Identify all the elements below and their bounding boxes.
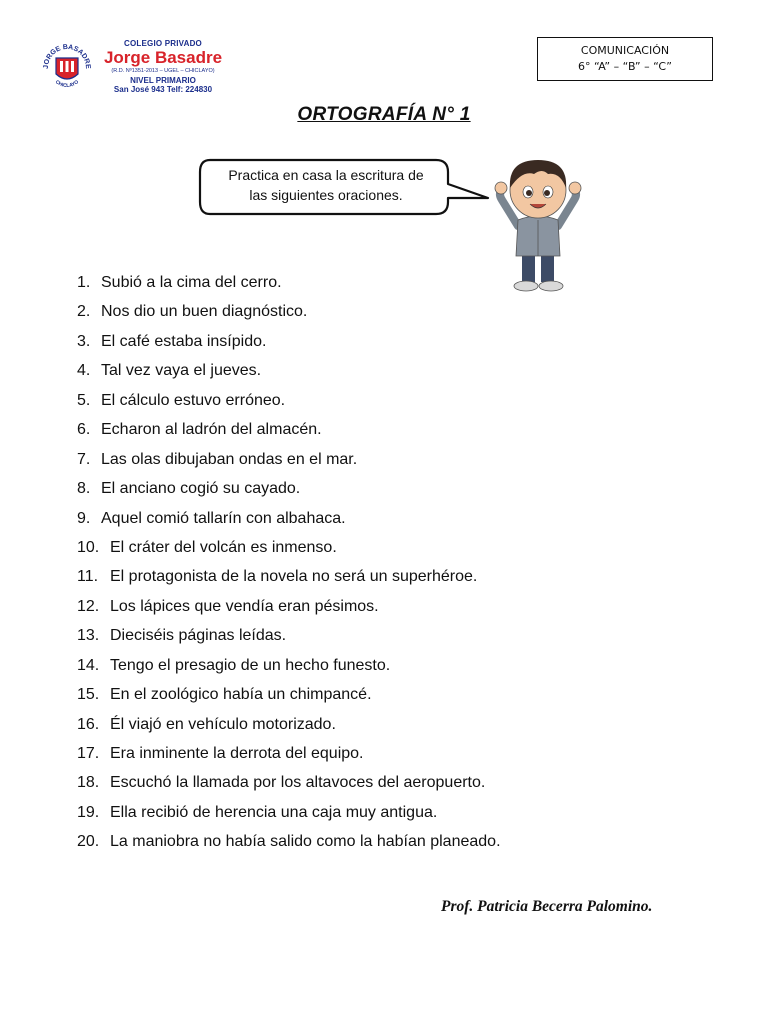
item-text: En el zoológico había un chimpancé. — [110, 686, 372, 704]
bubble-line-2: las siguientes oraciones. — [249, 187, 403, 203]
list-item — [0, 297, 768, 326]
item-number: 3. — [77, 332, 91, 350]
logo-address: San José 943 Telf: 224830 — [113, 85, 213, 95]
school-crest-icon — [40, 38, 94, 100]
item-number: 12. — [77, 597, 100, 615]
logo-level: NIVEL PRIMARIO — [130, 76, 196, 85]
list-item — [0, 327, 768, 356]
item-text: El protagonista de la novela no será un superhéroe. — [110, 568, 478, 586]
item-text: Los lápices que vendía eran pésimos. — [110, 597, 379, 615]
list-item — [0, 562, 768, 591]
list-item — [0, 533, 768, 562]
item-text: Ella recibió de herencia una caja muy antigua. — [110, 803, 438, 821]
crest-city-text: CHICLAYO — [54, 79, 80, 90]
item-number: 11. — [77, 568, 99, 586]
list-item — [0, 710, 768, 739]
list-item — [0, 651, 768, 680]
list-item — [0, 621, 768, 650]
list-item — [0, 504, 768, 533]
item-number: 20. — [77, 833, 100, 851]
subject-box — [537, 37, 713, 81]
subject-grades: 6° “A” – “B” – “C” — [577, 60, 673, 73]
item-text: Era inminente la derrota del equipo. — [110, 745, 364, 762]
logo-school-type: COLEGIO PRIVADO — [124, 39, 202, 48]
bubble-line-1: Practica en casa la escritura de — [228, 167, 424, 183]
item-number: 4. — [77, 362, 91, 380]
list-item — [0, 445, 768, 474]
item-text: Aquel comió tallarín con albahaca. — [101, 509, 346, 527]
item-number: 8. — [77, 480, 91, 498]
item-number: 14. — [77, 656, 100, 674]
list-item — [0, 386, 768, 415]
logo-text-block — [96, 40, 230, 95]
item-text: Subió a la cima del cerro. — [101, 274, 282, 291]
item-number: 13. — [77, 627, 100, 645]
logo-school-name: Jorge Basadre — [103, 48, 223, 68]
list-item — [0, 356, 768, 385]
item-text: La maniobra no había salido como la habían planeado. — [110, 833, 501, 851]
item-text: Echaron al ladrón del almacén. — [101, 421, 322, 439]
item-text: El cálculo estuvo erróneo. — [101, 391, 286, 409]
subject-name: COMUNICACIÓN — [580, 44, 670, 57]
item-number: 1. — [77, 274, 91, 291]
item-text: Nos dio un buen diagnóstico. — [101, 303, 308, 321]
item-number: 2. — [77, 303, 91, 321]
item-number: 18. — [77, 774, 100, 792]
list-item — [0, 739, 768, 768]
item-number: 6. — [77, 421, 91, 439]
item-text: Escuchó la llamada por los altavoces del aeropuerto. — [110, 774, 486, 792]
school-logo — [40, 38, 230, 102]
teacher-signature: Prof. Patricia Becerra Palomino. — [441, 898, 653, 915]
item-text: El anciano cogió su cayado. — [101, 480, 301, 498]
item-text: Tengo el presagio de un hecho funesto. — [110, 656, 391, 674]
item-text: El cráter del volcán es inmenso. — [110, 538, 337, 556]
item-number: 5. — [77, 391, 91, 409]
list-item — [0, 827, 768, 856]
item-number: 9. — [77, 509, 91, 527]
logo-resolution: (R.D. Nº1351-2013 – UGEL – CHICLAYO) — [111, 68, 215, 75]
item-text: Las olas dibujaban ondas en el mar. — [101, 450, 358, 468]
item-text: El café estaba insípido. — [101, 332, 267, 350]
item-number: 15. — [77, 686, 100, 704]
list-item — [0, 268, 768, 297]
item-number: 16. — [77, 715, 100, 733]
svg-text:CHICLAYO — [54, 79, 80, 89]
bubble-text — [208, 165, 444, 205]
item-text: Tal vez vaya el jueves. — [101, 362, 262, 380]
crest-arc-text: JORGE BASADRE — [42, 43, 92, 70]
list-item — [0, 680, 768, 709]
item-number: 10. — [77, 538, 100, 556]
list-item — [0, 592, 768, 621]
list-item — [0, 798, 768, 827]
speech-bubble — [198, 158, 498, 218]
list-item — [0, 768, 768, 797]
list-item — [0, 415, 768, 444]
item-number: 7. — [77, 450, 91, 468]
item-text: Él viajó en vehículo motorizado. — [110, 715, 336, 733]
list-item — [0, 474, 768, 503]
page-title: ORTOGRAFÍA N° 1 — [297, 104, 471, 125]
item-text: Dieciséis páginas leídas. — [110, 627, 287, 645]
item-number: 19. — [77, 803, 100, 821]
sentence-list — [0, 268, 768, 857]
item-number: 17. — [77, 745, 100, 762]
